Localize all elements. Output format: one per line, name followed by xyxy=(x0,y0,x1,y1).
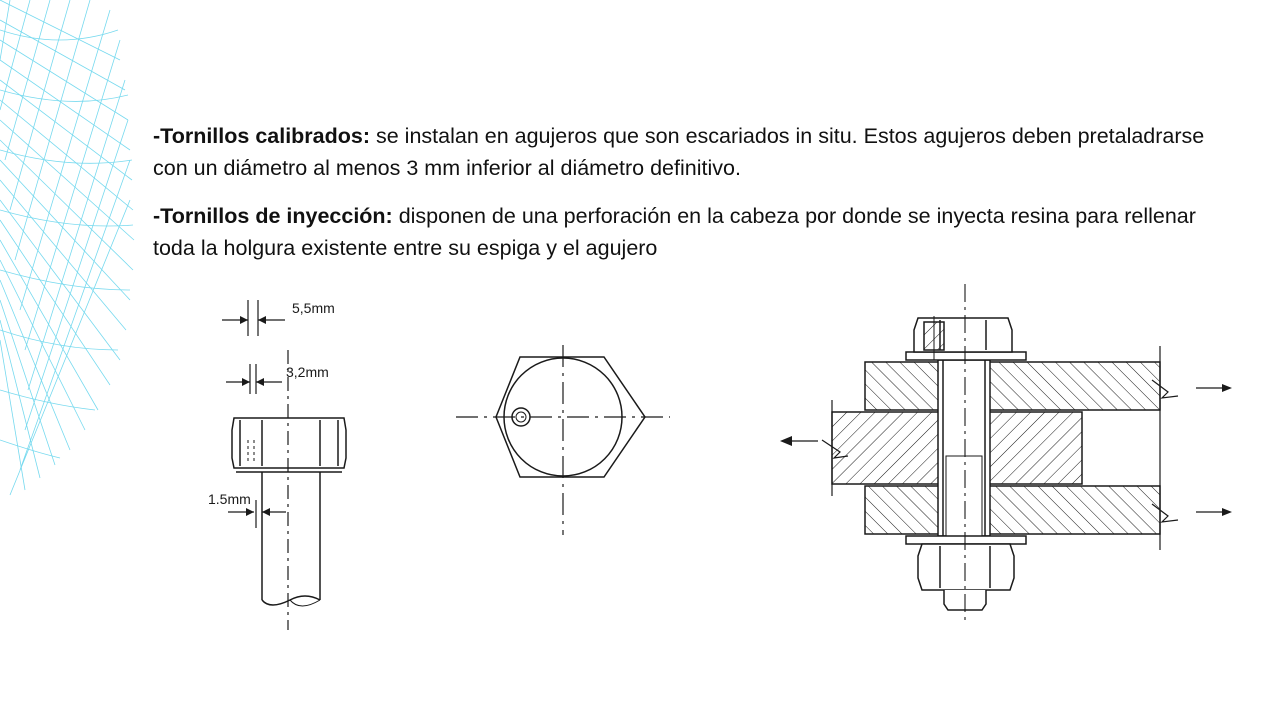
bolt-head-top-view-drawing xyxy=(450,340,675,540)
dimension-label-5-5mm: 5,5mm xyxy=(292,300,335,316)
bolt-side-view-drawing xyxy=(200,290,370,635)
wireframe-decoration xyxy=(0,0,140,500)
description-tornillos-calibrados: se instalan en agujeros que son escariados in situ. Estos agujeros deben pretaladrarse con un diámetro al menos 3 mm inferior al diámetro definitivo. xyxy=(153,124,1205,180)
paragraph-tornillos-inyeccion xyxy=(153,200,1243,264)
bolted-joint-section-drawing xyxy=(770,282,1240,628)
paragraph-tornillos-calibrados xyxy=(153,120,1243,184)
term-tornillos-inyeccion: -Tornillos de inyección: xyxy=(153,204,393,228)
dimension-label-3-2mm: 3,2mm xyxy=(286,364,329,380)
dimension-label-1-5mm: 1.5mm xyxy=(208,491,251,507)
term-tornillos-calibrados: -Tornillos calibrados: xyxy=(153,124,371,148)
description-tornillos-inyeccion: disponen de una perforación en la cabeza por donde se inyecta resina para rellenar toda la holgura existente entre su espiga y el agujero xyxy=(153,204,1196,260)
